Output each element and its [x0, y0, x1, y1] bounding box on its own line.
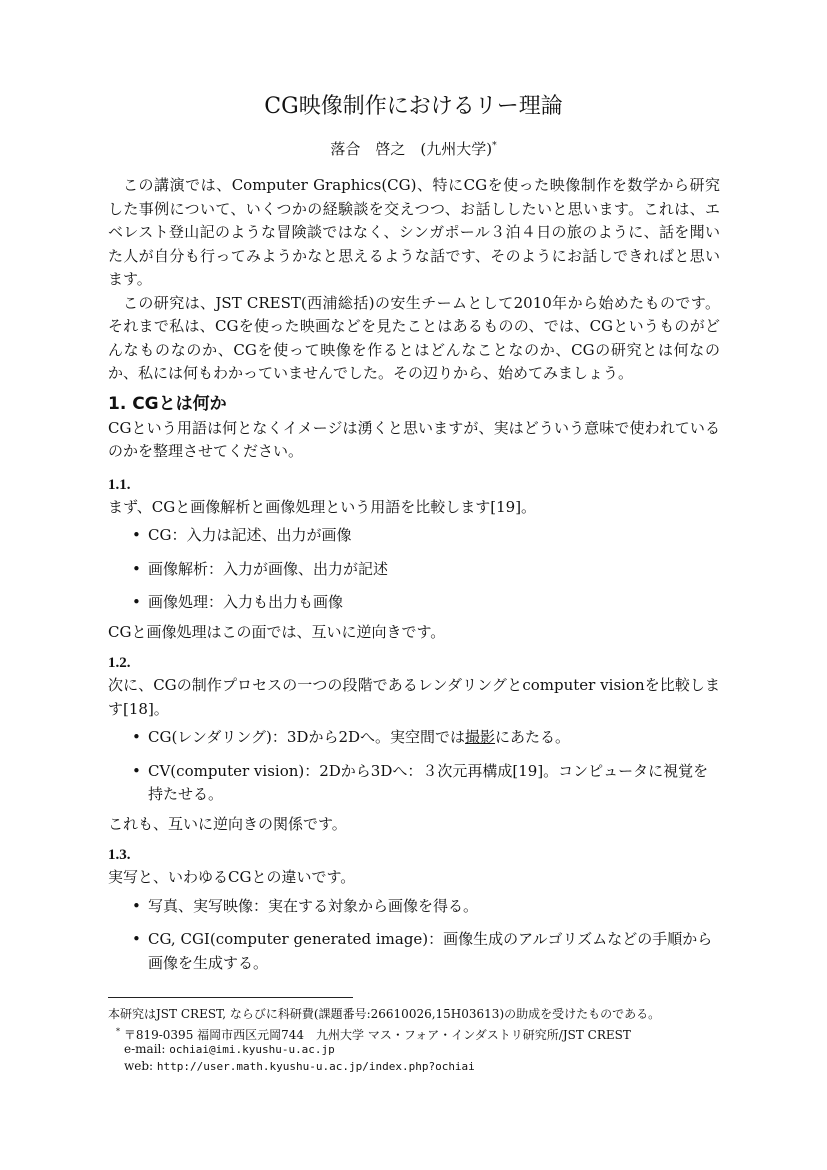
paper-title: CG映像制作におけるリー理論	[264, 94, 563, 119]
bullet-icon: •	[132, 593, 141, 611]
bullet-icon: •	[132, 930, 141, 948]
subsection-conclusion: これも、互いに逆向きの関係です。	[108, 814, 347, 833]
list-item: • CG, CGI(computer generated image)：画像生成のアルゴリズムなどの手順から画像を生成する。	[132, 930, 713, 972]
comparison-list	[108, 895, 720, 976]
author-footnote-mark: *	[492, 141, 497, 151]
subsection-text: 次に、CGの制作プロセスの一つの段階であるレンダリングとcomputer visionを比較します[18]。	[108, 676, 720, 718]
section-heading: 1. CGとは何か	[108, 393, 227, 414]
list-item: • CG(レンダリング)：3Dから2Dへ。実空間では撮影にあたる。	[108, 726, 720, 750]
list-item: • 画像解析：入力が画像、出力が記述	[108, 558, 720, 582]
footnote-mark: *	[116, 1027, 120, 1036]
subsection-heading-1-1: 1.1.	[108, 476, 131, 493]
web-url[interactable]: http://user.math.kyushu-u.ac.jp/index.php?ochiai	[156, 1060, 475, 1073]
bullet-icon: •	[132, 761, 141, 780]
list-item: • 写真、実写映像：実在する対象から画像を得る。	[108, 895, 720, 919]
bullet-icon: •	[132, 728, 141, 746]
subsection-heading-1-3: 1.3.	[108, 847, 131, 863]
footnote-web: web: http://user.math.kyushu-u.ac.jp/index.php?ochiai	[124, 1059, 475, 1073]
body-text	[108, 174, 720, 975]
intro-paragraph-1: この講演では、Computer Graphics(CG)、特にCGを使った映像制作を数学から研究した事例について、いくつかの経験談を交えつつ、お話ししたいと思います。これは、エベレスト登山記のような冒険談ではなく、シンガポール３泊４日の旅のように、話を聞いた人が自分も行ってみようかなと思えるような話です、そのようにお話しできればと思います。	[108, 176, 720, 288]
bullet-icon: •	[132, 526, 141, 544]
footnote-rule	[108, 997, 353, 998]
bullet-icon: •	[132, 559, 141, 578]
comparison-list	[108, 726, 720, 807]
subsection-heading-1-2: 1.2.	[108, 655, 131, 671]
subsection-text: まず、CGと画像解析と画像処理という用語を比較します[19]。	[108, 497, 537, 516]
footnote-address: * 〒819-0395 福岡市西区元岡744 九州大学 マス・フォア・インダストリ研究所/JST CREST	[116, 1027, 631, 1042]
section-intro: CGという用語は何となくイメージは湧くと思いますが、実はどういう意味で使われているのかを整理させてください。	[108, 418, 720, 460]
list-item: • CV(computer vision)：2Dから3Dへ：３次元再構成[19]。コンピュータに視覚を持たせる。	[132, 761, 709, 803]
subsection-conclusion: CGと画像処理はこの面では、互いに逆向きです。	[108, 622, 446, 641]
list-item: • CG：入力は記述、出力が画像	[108, 524, 720, 548]
underlined-term: 撮影	[465, 728, 496, 746]
footnote-email: e-mail: ochiai@imi.kyushu-u.ac.jp	[124, 1042, 335, 1056]
author-line	[0, 136, 827, 159]
subsection-text: 実写と、いわゆるCGとの違いです。	[108, 868, 356, 886]
list-item: • 画像処理：入力も出力も画像	[108, 591, 720, 615]
footnote-funding: 本研究はJST CREST, ならびに科研費(課題番号:26610026,15H03613)の助成を受けたものである。	[108, 1007, 661, 1021]
email-address[interactable]: ochiai@imi.kyushu-u.ac.jp	[169, 1043, 335, 1056]
author-name: 落合 啓之 (九州大学)	[330, 140, 493, 158]
intro-paragraph-2: この研究は、JST CREST(西浦総括)の安生チームとして2010年から始めたものです。それまで私は、CGを使った映画などを見たことはあるものの、では、CGというものがどんなものなのか、CGを使って映像を作るとはどんなことなのか、CGの研究とは何なのか、私には何もわかっていませんでした。その辺りから、始めてみましょう。	[108, 293, 720, 382]
bullet-icon: •	[132, 896, 141, 915]
comparison-list	[108, 524, 720, 615]
